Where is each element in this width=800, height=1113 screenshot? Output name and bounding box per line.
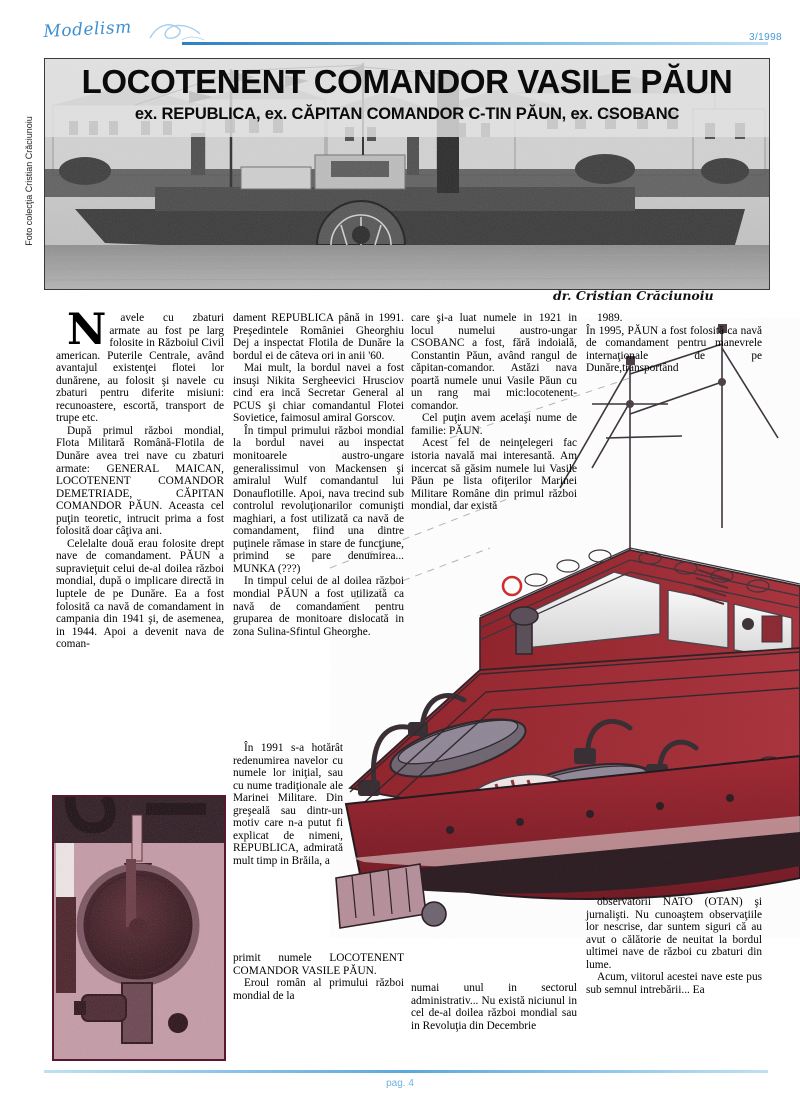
article-subtitle: ex. REPUBLICA, ex. CĂPITAN COMANDOR C-TIN PĂUN, ex. CSOBANC xyxy=(134,105,680,123)
body-column-2-top xyxy=(233,312,404,638)
handwriting-scribble-icon xyxy=(148,20,208,44)
paragraph: dament REPUBLICA până in 1991. Preşedintele României Gheorghiu Dej a inspectat Flotila de Dunăre la bordul ei de câteva ori in anii '60. xyxy=(233,312,404,362)
body-column-4 xyxy=(586,312,762,375)
paragraph: Mai mult, la bordul navei a fost insuşi Nikita Sergheevici Hrusciov cind era incă Secretar General al PCUS şi chiar comandantul Flotei Sovietice, faimosul amiral Gorscov. xyxy=(233,362,404,425)
drop-cap: N xyxy=(67,305,107,355)
paragraph: primit numele LOCOTENENT COMANDOR VASILE PĂUN. xyxy=(233,952,404,977)
magazine-logo: Modelism xyxy=(42,17,133,42)
issue-number: 3/1998 xyxy=(749,32,782,43)
paragraph: numai unul in sectorul administrativ... Nu există niciunul in cel de-al doilea război mondial sau in Revoluţia din Decembrie xyxy=(411,982,577,1032)
paragraph: În 1991 s-a hotărât redenumirea navelor cu numele lor iniţial, sau cu nume tradiţionale ale Marinei Militare. Din greşeală sau dintr-un motiv care n-a putut fi explicat de nimeni, REPUBLICA, admirată mult timp in Brăila, a xyxy=(233,742,343,867)
paragraph: Eroul român al primului război mondial de la xyxy=(233,977,404,1002)
machinery-photo-graphic xyxy=(54,797,224,1059)
author-byline: dr. Cristian Crăciunoiu xyxy=(553,288,714,303)
paragraph: Acum, viitorul acestei nave este pus sub semnul intrebării... Ea xyxy=(586,971,762,996)
paragraph-text: avele cu zbaturi armate au fost pe larg folosite in Războiul Civil american. Puterile Centrale, având avantajul existenţei flotei lor dunărene, au folosit şi navele cu zbaturi pentru diferite misiuni: recunoastere, escortă, transport de trupe etc. xyxy=(56,312,224,425)
paragraph xyxy=(56,305,224,425)
footer-rule xyxy=(44,1070,768,1073)
body-column-3 xyxy=(411,312,577,513)
paragraph: În timpul primului război mondial la bordul navei au inspectat monitoarele austro-ungare generalissimul von Mackensen şi amiralul Wulf comandantul lui Donauflotille. Apoi, nava trecind sub controlul revoluţionarilor comunişti maghiari, a fost utilizată ca navă de comandament, fiind una dintre puţinele rămase in stare de funcţiune, primind se pare denumirea... MUNKA (???) xyxy=(233,424,404,575)
body-column-2-middle xyxy=(233,742,343,867)
paragraph: Acest fel de neinţelegeri fac istoria navală mai interesantă. Am incercat să găsim numele lui Vasile Păun pe lista ofiţerilor Marinei Militare Române din primul război mondial, dar există xyxy=(411,437,577,513)
body-column-right-bottom xyxy=(586,896,762,996)
body-column-1 xyxy=(56,305,224,651)
paragraph: In timpul celui de al doilea război mondial PĂUN a fost utilizată ca navă de comandament pentru gruparea de monitoare dislocată in zona Sulina-Sfintul Gheorghe. xyxy=(233,575,404,638)
photo-credit: Foto colecţia Cristian Crăciunoiu xyxy=(24,116,34,246)
page-number: pag. 4 xyxy=(386,1078,414,1089)
article-title: LOCOTENENT COMANDOR VASILE PĂUN xyxy=(81,63,733,100)
masthead-rule xyxy=(182,42,768,45)
paragraph: După primul război mondial, Flota Militară Română-Flotila de Dunăre avea trei nave cu zbaturi armate: GENERAL MAICAN, LOCOTENENT COMANDOR DEMETRIADE, CĂPITAN COMANDOR PĂUN. Aceasta cel puţin teoretic, intrucit prima a fost folosită doar câţiva ani. xyxy=(56,424,224,538)
paragraph: observatorii NATO (OTAN) şi jurnalişti. Nu cunoaştem observaţiile lor nescrise, dar suntem siguri că au avut o călătorie de neuitat la bordul ultimei nave de război cu zbaturi din lume. xyxy=(586,896,762,971)
body-column-middle-bottom xyxy=(411,982,577,1032)
masthead xyxy=(0,17,800,56)
paragraph: care şi-a luat numele in 1921 in locul numelui austro-ungar CSOBANC a fost, fără indoială, Constantin Păun, având rangul de căpitan-comandor. Astăzi nava poartă numele unui Vasile Păun cu un rang mai mic:locotenent-comandor. xyxy=(411,312,577,412)
body-column-2-bottom xyxy=(233,952,404,1002)
paragraph: În 1995, PĂUN a fost folosită ca navă de comandament pentru manevrele internaţionale de pe Dunăre,transportând xyxy=(586,324,762,375)
paragraph: Celelalte două erau folosite drept nave de comandament. PĂUN a supravieţuit celui de-al doilea război mondial, după o implicare directă in luptele de pe Dunăre. Ea a fost folosită ca navă de comandament in campania din 1941 şi, de asemenea, in 1944. Apoi a devenit nava de coman- xyxy=(56,537,224,651)
paragraph: Cel puţin avem acelaşi nume de familie: PĂUN. xyxy=(411,412,577,437)
inset-photo-ship-machinery xyxy=(52,795,226,1061)
paragraph: 1989. xyxy=(597,312,623,324)
title-photo-block xyxy=(44,58,770,290)
